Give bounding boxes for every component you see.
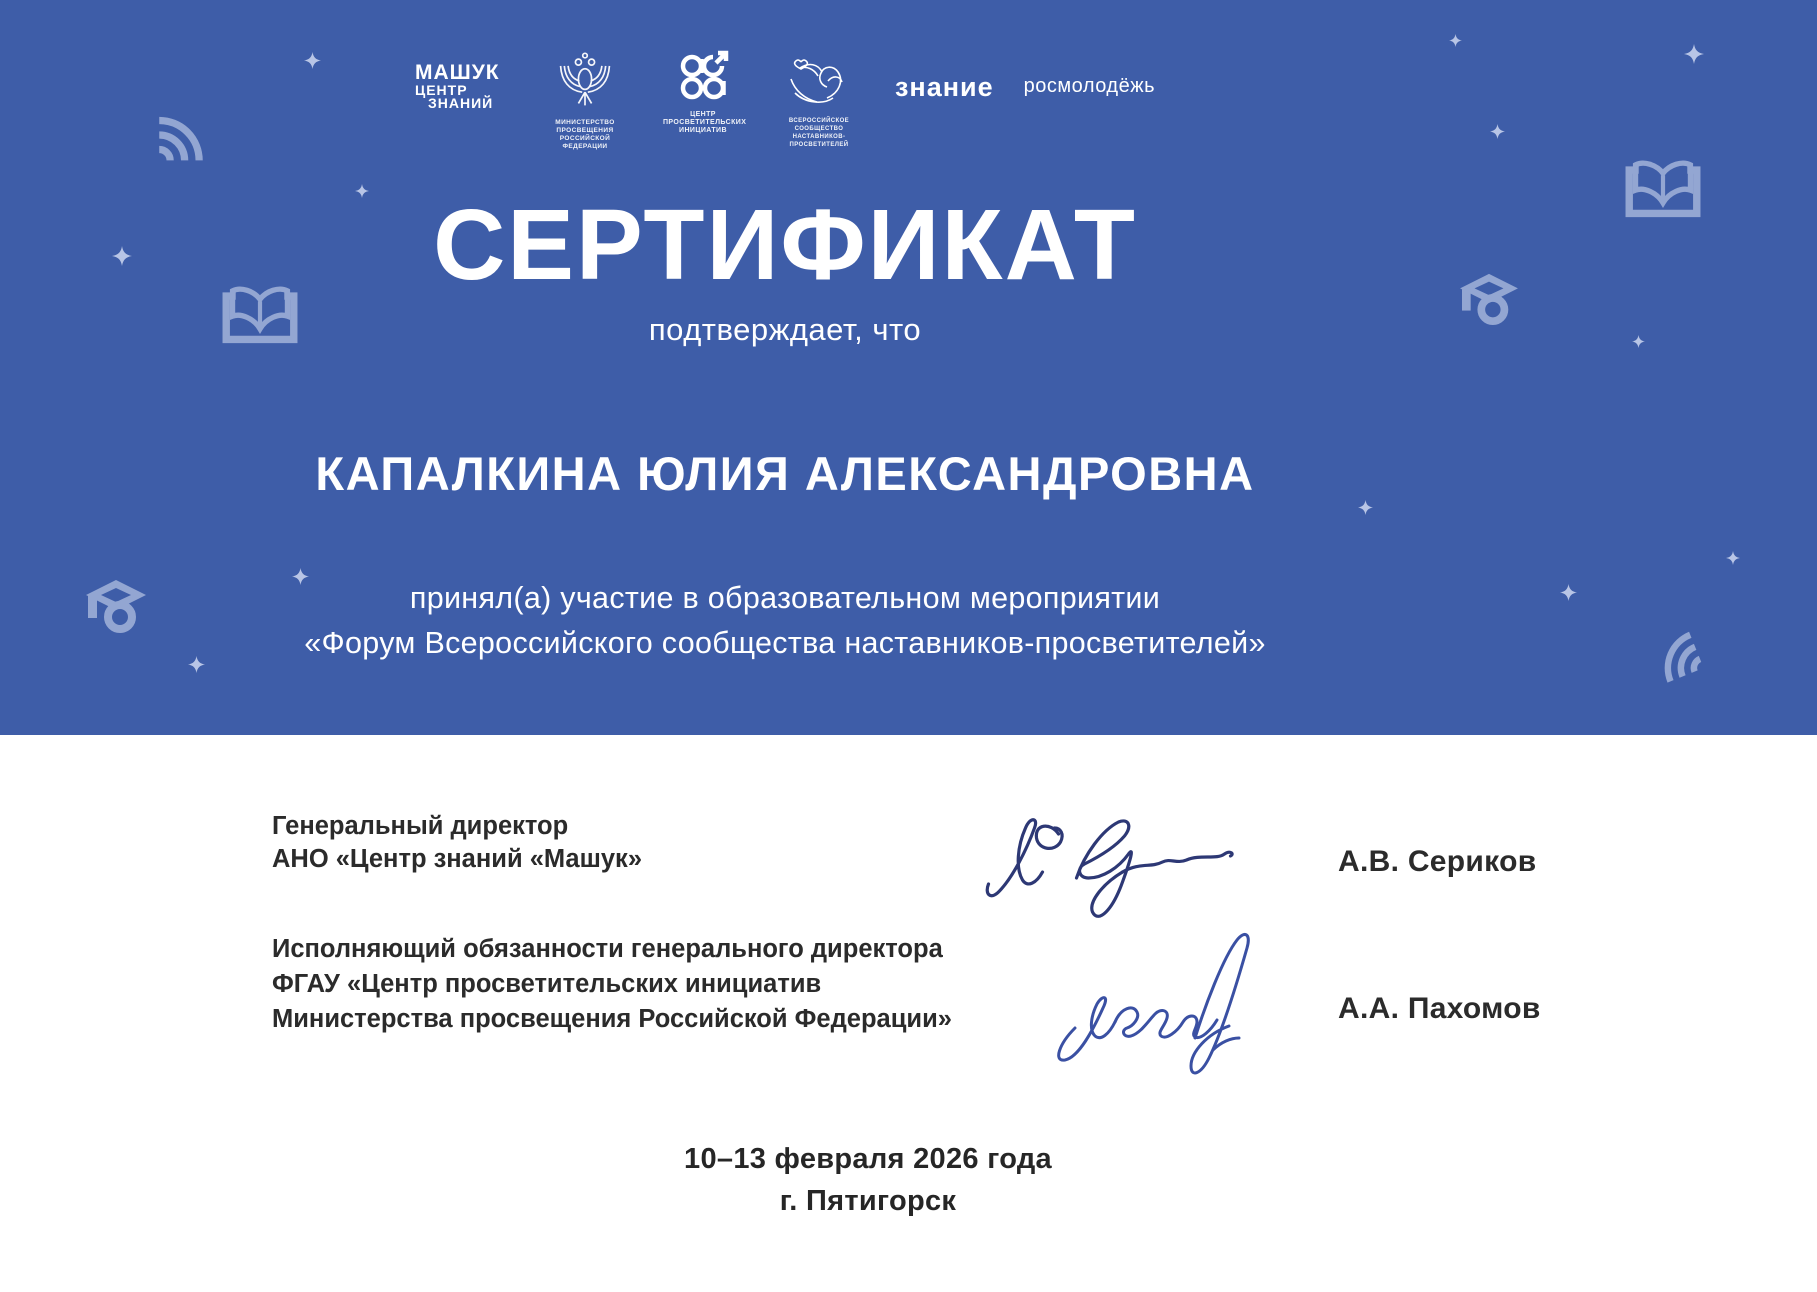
certificate-subtitle: подтверждает, что	[648, 312, 922, 347]
mashuk-wordmark: МАШУК	[414, 61, 500, 84]
logo-mashuk: МАШУК ЦЕНТР ЗНАНИЙ	[415, 62, 507, 110]
description-line-2: «Форум Всероссийского сообщества наставников-просветителей»	[304, 626, 1266, 660]
sparkle-icon	[1632, 335, 1645, 348]
sparkle-icon	[1726, 551, 1740, 565]
signatory-2-name: А.А. Пахомов	[1338, 992, 1541, 1025]
logo-mentors-community: ВСЕРОССИЙСКОЕ СООБЩЕСТВО НАСТАВНИКОВ-ПРОСВЕТИТЕЛЕЙ	[773, 50, 865, 149]
event-dates: 10–13 февраля 2026 года	[684, 1143, 1052, 1175]
signature-pakhomov	[1035, 910, 1335, 1095]
logos-row	[0, 50, 1570, 151]
signatory-1-position: Генеральный директор АНО «Центр знаний «Машук»	[272, 812, 642, 873]
certificate-title: СЕРТИФИКАТ	[433, 189, 1137, 301]
clover-icon	[677, 89, 729, 106]
banner-content	[0, 0, 1570, 735]
signatory-1-name: А.В. Сериков	[1338, 845, 1537, 878]
event-date-location	[0, 1138, 1736, 1222]
recipient-name: КАПАЛКИНА ЮЛИЯ АЛЕКСАНДРОВНА	[315, 447, 1255, 500]
signatory-2-position: Исполняющий обязанности генерального директора ФГАУ «Центр просветительских инициатив Министерства просвещения Российской Федерации»	[272, 935, 952, 1033]
double-eagle-icon	[554, 97, 616, 114]
description-line-1: принял(а) участие в образовательном мероприятии	[409, 581, 1161, 615]
wifi-icon	[1643, 620, 1713, 692]
certificate-description	[0, 576, 1570, 666]
logo-prosvet-center: ЦЕНТР ПРОСВЕТИТЕЛЬСКИХ ИНИЦИАТИВ	[663, 50, 743, 135]
open-book-icon	[1625, 156, 1701, 223]
sparkle-icon	[1684, 44, 1704, 64]
event-location: г. Пятигорск	[779, 1185, 957, 1217]
logo-rosmolodezh: росмолодёжь	[1023, 75, 1156, 97]
pelican-icon	[787, 95, 851, 112]
logo-ministry-emblem: МИНИСТЕРСТВО ПРОСВЕЩЕНИЯ РОССИЙСКОЙ ФЕДЕРАЦИИ	[537, 50, 633, 151]
logo-znanie: знание	[894, 72, 994, 102]
